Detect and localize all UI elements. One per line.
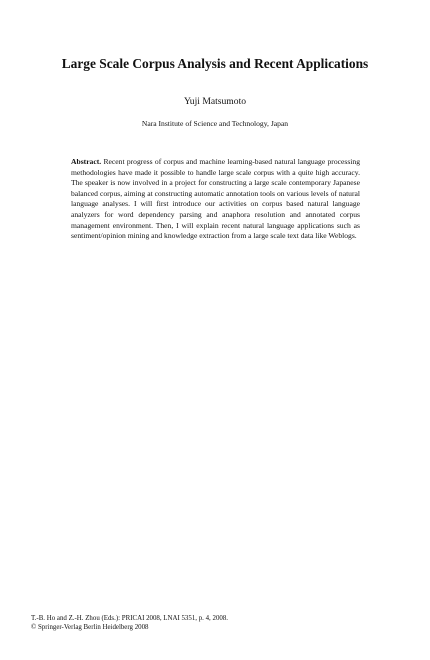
abstract-label: Abstract. [71, 157, 102, 166]
paper-title: Large Scale Corpus Analysis and Recent Applications [61, 56, 369, 71]
footer-citation: T.-B. Ho and Z.-H. Zhou (Eds.): PRICAI 2008, LNAI 5351, p. 4, 2008. [31, 615, 229, 622]
abstract-paragraph [71, 157, 360, 242]
page-footer [31, 614, 411, 632]
footer-copyright: © Springer-Verlag Berlin Heidelberg 2008 [31, 624, 149, 631]
author-name: Yuji Matsumoto [183, 96, 247, 107]
author-affiliation: Nara Institute of Science and Technology, Japan [141, 119, 289, 128]
abstract-text: Recent progress of corpus and machine learning-based natural language processing methodologies have made it possible to handle large scale corpus with a quite high accuracy. The speaker is now involved in a project for constructing a large scale contemporary Japanese balanced corpus, aiming at constructing automatic annotation tools on various levels of natural language analyses. I will first introduce our activities on corpus based natural language analyzers for word dependency parsing and anaphora resolution and annotated corpus management environment. Then, I will explain recent natural language applications such as sentiment/opinion mining and knowledge extraction from a large scale text data like Weblogs. [71, 157, 360, 241]
